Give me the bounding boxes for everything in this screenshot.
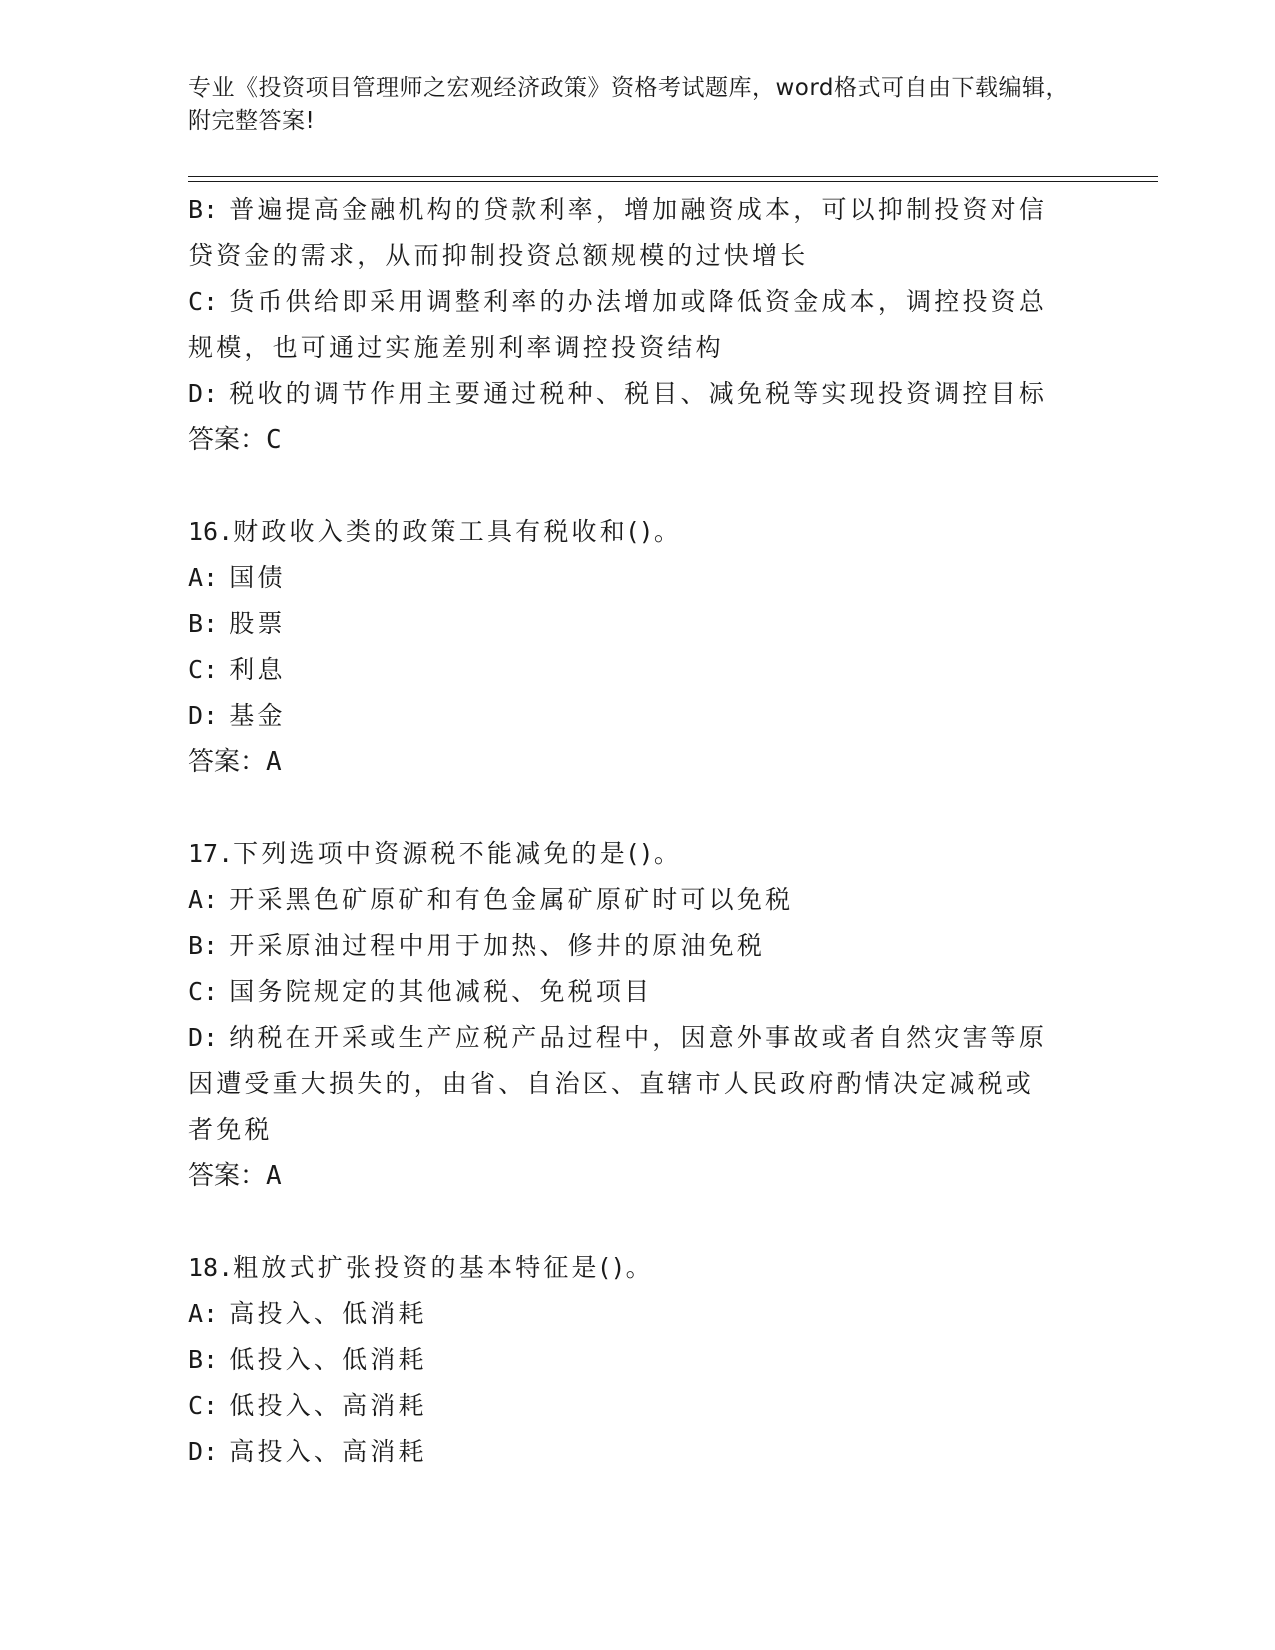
answer-line: 答案：C xyxy=(188,425,282,455)
option-d-line-1: D: 税收的调节作用主要通过税种、税目、减免税等实现投资调控目标 xyxy=(188,379,1048,408)
answer-line: 答案：A xyxy=(188,747,282,777)
header-divider xyxy=(188,176,1158,182)
answer-line: 答案：A xyxy=(188,1161,282,1191)
option-b: B: 开采原油过程中用于加热、修井的原油免税 xyxy=(188,931,766,960)
question-stem: 16.财政收入类的政策工具有税收和()。 xyxy=(188,517,683,546)
option-b: B: 低投入、低消耗 xyxy=(188,1345,427,1374)
spacer xyxy=(188,785,1088,831)
option-c: C: 国务院规定的其他减税、免税项目 xyxy=(188,977,653,1006)
question-18 xyxy=(188,1245,1088,1475)
option-d-line-2: 因遭受重大损失的，由省、自治区、直辖市人民政府酌情决定减税或 xyxy=(188,1069,1035,1098)
spacer xyxy=(188,1199,1088,1245)
option-c-line-1: C: 货币供给即采用调整利率的办法增加或降低资金成本，调控投资总 xyxy=(188,287,1048,316)
option-c-line-2: 规模，也可通过实施差别利率调控投资结构 xyxy=(188,333,724,362)
option-a: A: 开采黑色矿原矿和有色金属矿原矿时可以免税 xyxy=(188,885,794,914)
option-c: C: 利息 xyxy=(188,655,286,684)
question-17 xyxy=(188,831,1088,1199)
spacer xyxy=(188,463,1088,509)
option-d: D: 基金 xyxy=(188,701,286,730)
option-d-line-1: D: 纳税在开采或生产应税产品过程中，因意外事故或者自然灾害等原 xyxy=(188,1023,1048,1052)
option-d-line-3: 者免税 xyxy=(188,1115,273,1144)
question-content xyxy=(188,187,1088,1475)
option-a: A: 国债 xyxy=(188,563,286,592)
question-stem: 17.下列选项中资源税不能减免的是()。 xyxy=(188,839,683,868)
option-c: C: 低投入、高消耗 xyxy=(188,1391,427,1420)
question-16 xyxy=(188,509,1088,785)
continued-question xyxy=(188,187,1088,463)
document-header: 专业《投资项目管理师之宏观经济政策》资格考试题库，word格式可自由下载编辑，附完整答案! xyxy=(188,75,1070,134)
option-d: D: 高投入、高消耗 xyxy=(188,1437,427,1466)
option-b-line-1: B: 普遍提高金融机构的贷款利率，增加融资成本，可以抑制投资对信 xyxy=(188,195,1048,224)
option-a: A: 高投入、低消耗 xyxy=(188,1299,427,1328)
question-stem: 18.粗放式扩张投资的基本特征是()。 xyxy=(188,1253,654,1282)
option-b-line-2: 贷资金的需求，从而抑制投资总额规模的过快增长 xyxy=(188,241,809,270)
option-b: B: 股票 xyxy=(188,609,286,638)
